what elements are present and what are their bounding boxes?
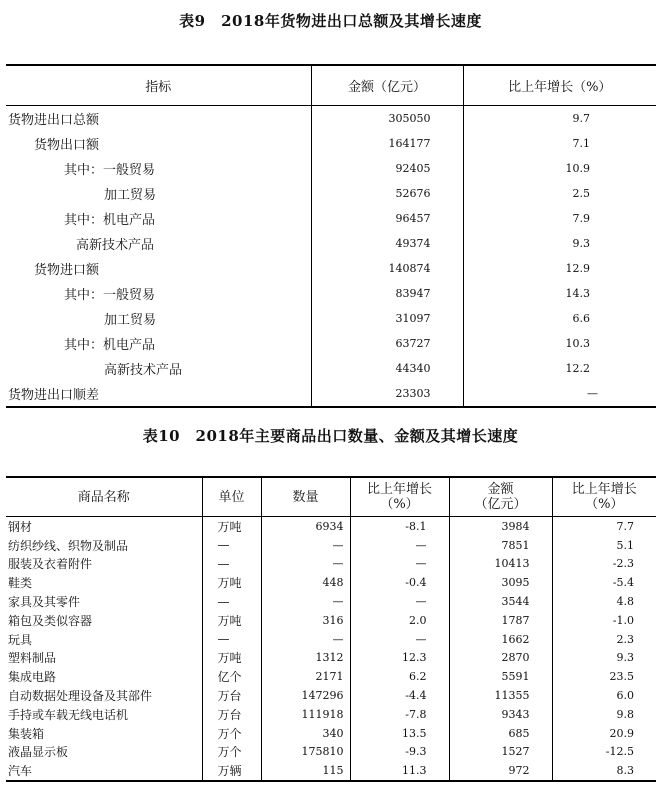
table-row xyxy=(6,231,656,256)
growth-cell: 2.5 xyxy=(463,181,656,206)
quantity-cell: 448 xyxy=(261,573,350,592)
amt-growth-cell: 23.5 xyxy=(552,667,656,686)
header-product-name: 商品名称 xyxy=(6,477,202,517)
qty-growth-cell: — xyxy=(350,536,449,555)
product-name-cell: 钢材 xyxy=(8,519,33,534)
table-row xyxy=(6,206,656,231)
unit-cell: 万台 xyxy=(202,705,261,724)
qty-growth-cell: 6.2 xyxy=(350,667,449,686)
unit-cell: 万个 xyxy=(202,724,261,743)
amount-cell: 3984 xyxy=(449,517,552,536)
qty-growth-cell: 2.0 xyxy=(350,611,449,630)
qty-growth-cell: — xyxy=(350,630,449,649)
amount-cell: 164177 xyxy=(311,131,463,156)
table-row xyxy=(6,106,656,132)
indicator-cell: 高新技术产品 xyxy=(76,238,155,253)
table10 xyxy=(6,476,656,782)
header-unit: 单位 xyxy=(202,477,261,517)
amount-cell: 140874 xyxy=(311,256,463,281)
growth-cell: 9.7 xyxy=(463,106,656,132)
table-row xyxy=(6,306,656,331)
amt-growth-cell: 4.8 xyxy=(552,592,656,611)
table-row xyxy=(6,761,656,781)
quantity-cell: 175810 xyxy=(261,743,350,762)
unit-cell: 万吨 xyxy=(202,649,261,668)
amount-cell: 23303 xyxy=(311,381,463,407)
amount-cell: 7851 xyxy=(449,536,552,555)
qty-growth-cell: -8.1 xyxy=(350,517,449,536)
header-indicator: 指标 xyxy=(6,65,311,106)
amount-cell: 10413 xyxy=(449,555,552,574)
table-row xyxy=(6,686,656,705)
product-name-cell: 自动数据处理设备及其部件 xyxy=(8,689,153,704)
header-growth: 比上年增长（%） xyxy=(463,65,656,106)
amount-cell: 9343 xyxy=(449,705,552,724)
amount-cell: 3544 xyxy=(449,592,552,611)
growth-cell: 7.9 xyxy=(463,206,656,231)
amt-growth-cell: 5.1 xyxy=(552,536,656,555)
growth-cell: 12.2 xyxy=(463,356,656,381)
quantity-cell: 2171 xyxy=(261,667,350,686)
product-name-cell: 玩具 xyxy=(8,632,33,647)
amount-cell: 83947 xyxy=(311,281,463,306)
unit-cell: — xyxy=(202,630,261,649)
table-row xyxy=(6,256,656,281)
unit-cell: 万辆 xyxy=(202,761,261,781)
product-name-cell: 手持或车载无线电话机 xyxy=(8,707,129,722)
qty-growth-cell: — xyxy=(350,592,449,611)
amount-cell: 31097 xyxy=(311,306,463,331)
amt-growth-cell: 6.0 xyxy=(552,686,656,705)
product-name-cell: 集装箱 xyxy=(8,726,45,741)
product-name-cell: 汽车 xyxy=(8,764,33,779)
unit-cell: — xyxy=(202,536,261,555)
quantity-cell: 6934 xyxy=(261,517,350,536)
quantity-cell: — xyxy=(261,555,350,574)
unit-cell: — xyxy=(202,592,261,611)
table9-title: 表9 2018年货物进出口总额及其增长速度 xyxy=(179,12,482,30)
table9 xyxy=(6,64,656,408)
table-row xyxy=(6,156,656,181)
indicator-cell: 货物进出口总额 xyxy=(8,113,100,128)
quantity-cell: 316 xyxy=(261,611,350,630)
amount-cell: 49374 xyxy=(311,231,463,256)
growth-cell: 10.3 xyxy=(463,331,656,356)
product-name-cell: 纺织纱线、织物及制品 xyxy=(8,538,129,553)
qty-growth-cell: 12.3 xyxy=(350,649,449,668)
quantity-cell: 1312 xyxy=(261,649,350,668)
amount-cell: 2870 xyxy=(449,649,552,668)
unit-cell: 万吨 xyxy=(202,611,261,630)
indicator-cell: 货物出口额 xyxy=(34,138,100,153)
indicator-cell: 其中：机电产品 xyxy=(64,338,156,353)
amt-growth-cell: 9.8 xyxy=(552,705,656,724)
product-name-cell: 塑料制品 xyxy=(8,651,57,666)
qty-growth-cell: -9.3 xyxy=(350,743,449,762)
amount-cell: 44340 xyxy=(311,356,463,381)
indicator-cell: 货物进口额 xyxy=(34,263,100,278)
product-name-cell: 家具及其零件 xyxy=(8,595,81,610)
quantity-cell: 147296 xyxy=(261,686,350,705)
growth-cell: 12.9 xyxy=(463,256,656,281)
quantity-cell: 340 xyxy=(261,724,350,743)
indicator-cell: 其中：一般贸易 xyxy=(64,163,156,178)
quantity-cell: 115 xyxy=(261,761,350,781)
amount-cell: 92405 xyxy=(311,156,463,181)
quantity-cell: — xyxy=(261,630,350,649)
unit-cell: 万吨 xyxy=(202,573,261,592)
amt-growth-cell: 20.9 xyxy=(552,724,656,743)
table-row xyxy=(6,131,656,156)
header-amount: 金额 （亿元） xyxy=(449,477,552,517)
growth-cell: — xyxy=(463,381,656,407)
indicator-cell: 其中：一般贸易 xyxy=(64,288,156,303)
amt-growth-cell: -5.4 xyxy=(552,573,656,592)
amount-cell: 1787 xyxy=(449,611,552,630)
product-name-cell: 液晶显示板 xyxy=(8,745,69,760)
indicator-cell: 加工贸易 xyxy=(104,188,157,203)
table-row xyxy=(6,281,656,306)
unit-cell: 亿个 xyxy=(202,667,261,686)
growth-cell: 6.6 xyxy=(463,306,656,331)
qty-growth-cell: 13.5 xyxy=(350,724,449,743)
table-row xyxy=(6,667,656,686)
indicator-cell: 高新技术产品 xyxy=(104,363,183,378)
header-qty-growth: 比上年增长 （%） xyxy=(350,477,449,517)
product-name-cell: 集成电路 xyxy=(8,670,57,685)
table-row xyxy=(6,536,656,555)
amount-cell: 305050 xyxy=(311,106,463,132)
table-row xyxy=(6,649,656,668)
amount-cell: 52676 xyxy=(311,181,463,206)
indicator-cell: 货物进出口顺差 xyxy=(8,388,100,403)
table-row xyxy=(6,555,656,574)
unit-cell: 万吨 xyxy=(202,517,261,536)
table10-title: 表10 2018年主要商品出口数量、金额及其增长速度 xyxy=(142,427,519,445)
table-row xyxy=(6,356,656,381)
amt-growth-cell: -12.5 xyxy=(552,743,656,762)
amt-growth-cell: -2.3 xyxy=(552,555,656,574)
table9-header-row xyxy=(6,65,656,106)
qty-growth-cell: — xyxy=(350,555,449,574)
table-row xyxy=(6,181,656,206)
table-row xyxy=(6,724,656,743)
header-amount: 金额（亿元） xyxy=(311,65,463,106)
qty-growth-cell: 11.3 xyxy=(350,761,449,781)
product-name-cell: 箱包及类似容器 xyxy=(8,613,93,628)
product-name-cell: 服装及衣着附件 xyxy=(8,557,93,572)
unit-cell: 万个 xyxy=(202,743,261,762)
table-row xyxy=(6,517,656,536)
amount-cell: 5591 xyxy=(449,667,552,686)
table-row xyxy=(6,573,656,592)
quantity-cell: — xyxy=(261,536,350,555)
table-row xyxy=(6,592,656,611)
amount-cell: 3095 xyxy=(449,573,552,592)
quantity-cell: 111918 xyxy=(261,705,350,724)
amount-cell: 972 xyxy=(449,761,552,781)
amount-cell: 96457 xyxy=(311,206,463,231)
unit-cell: 万台 xyxy=(202,686,261,705)
amt-growth-cell: 8.3 xyxy=(552,761,656,781)
unit-cell: — xyxy=(202,555,261,574)
indicator-cell: 其中：机电产品 xyxy=(64,213,156,228)
growth-cell: 9.3 xyxy=(463,231,656,256)
table-row xyxy=(6,331,656,356)
qty-growth-cell: -4.4 xyxy=(350,686,449,705)
amt-growth-cell: 9.3 xyxy=(552,649,656,668)
amount-cell: 685 xyxy=(449,724,552,743)
amount-cell: 11355 xyxy=(449,686,552,705)
amt-growth-cell: -1.0 xyxy=(552,611,656,630)
product-name-cell: 鞋类 xyxy=(8,576,33,591)
table-row xyxy=(6,705,656,724)
amount-cell: 1527 xyxy=(449,743,552,762)
growth-cell: 10.9 xyxy=(463,156,656,181)
amount-cell: 63727 xyxy=(311,331,463,356)
indicator-cell: 加工贸易 xyxy=(104,313,157,328)
amt-growth-cell: 2.3 xyxy=(552,630,656,649)
growth-cell: 7.1 xyxy=(463,131,656,156)
header-amt-growth: 比上年增长 （%） xyxy=(552,477,656,517)
header-quantity: 数量 xyxy=(261,477,350,517)
table-row xyxy=(6,743,656,762)
table-row xyxy=(6,381,656,407)
qty-growth-cell: -7.8 xyxy=(350,705,449,724)
amt-growth-cell: 7.7 xyxy=(552,517,656,536)
qty-growth-cell: -0.4 xyxy=(350,573,449,592)
table10-header-row xyxy=(6,477,656,517)
table-row xyxy=(6,611,656,630)
growth-cell: 14.3 xyxy=(463,281,656,306)
quantity-cell: — xyxy=(261,592,350,611)
amount-cell: 1662 xyxy=(449,630,552,649)
table-row xyxy=(6,630,656,649)
